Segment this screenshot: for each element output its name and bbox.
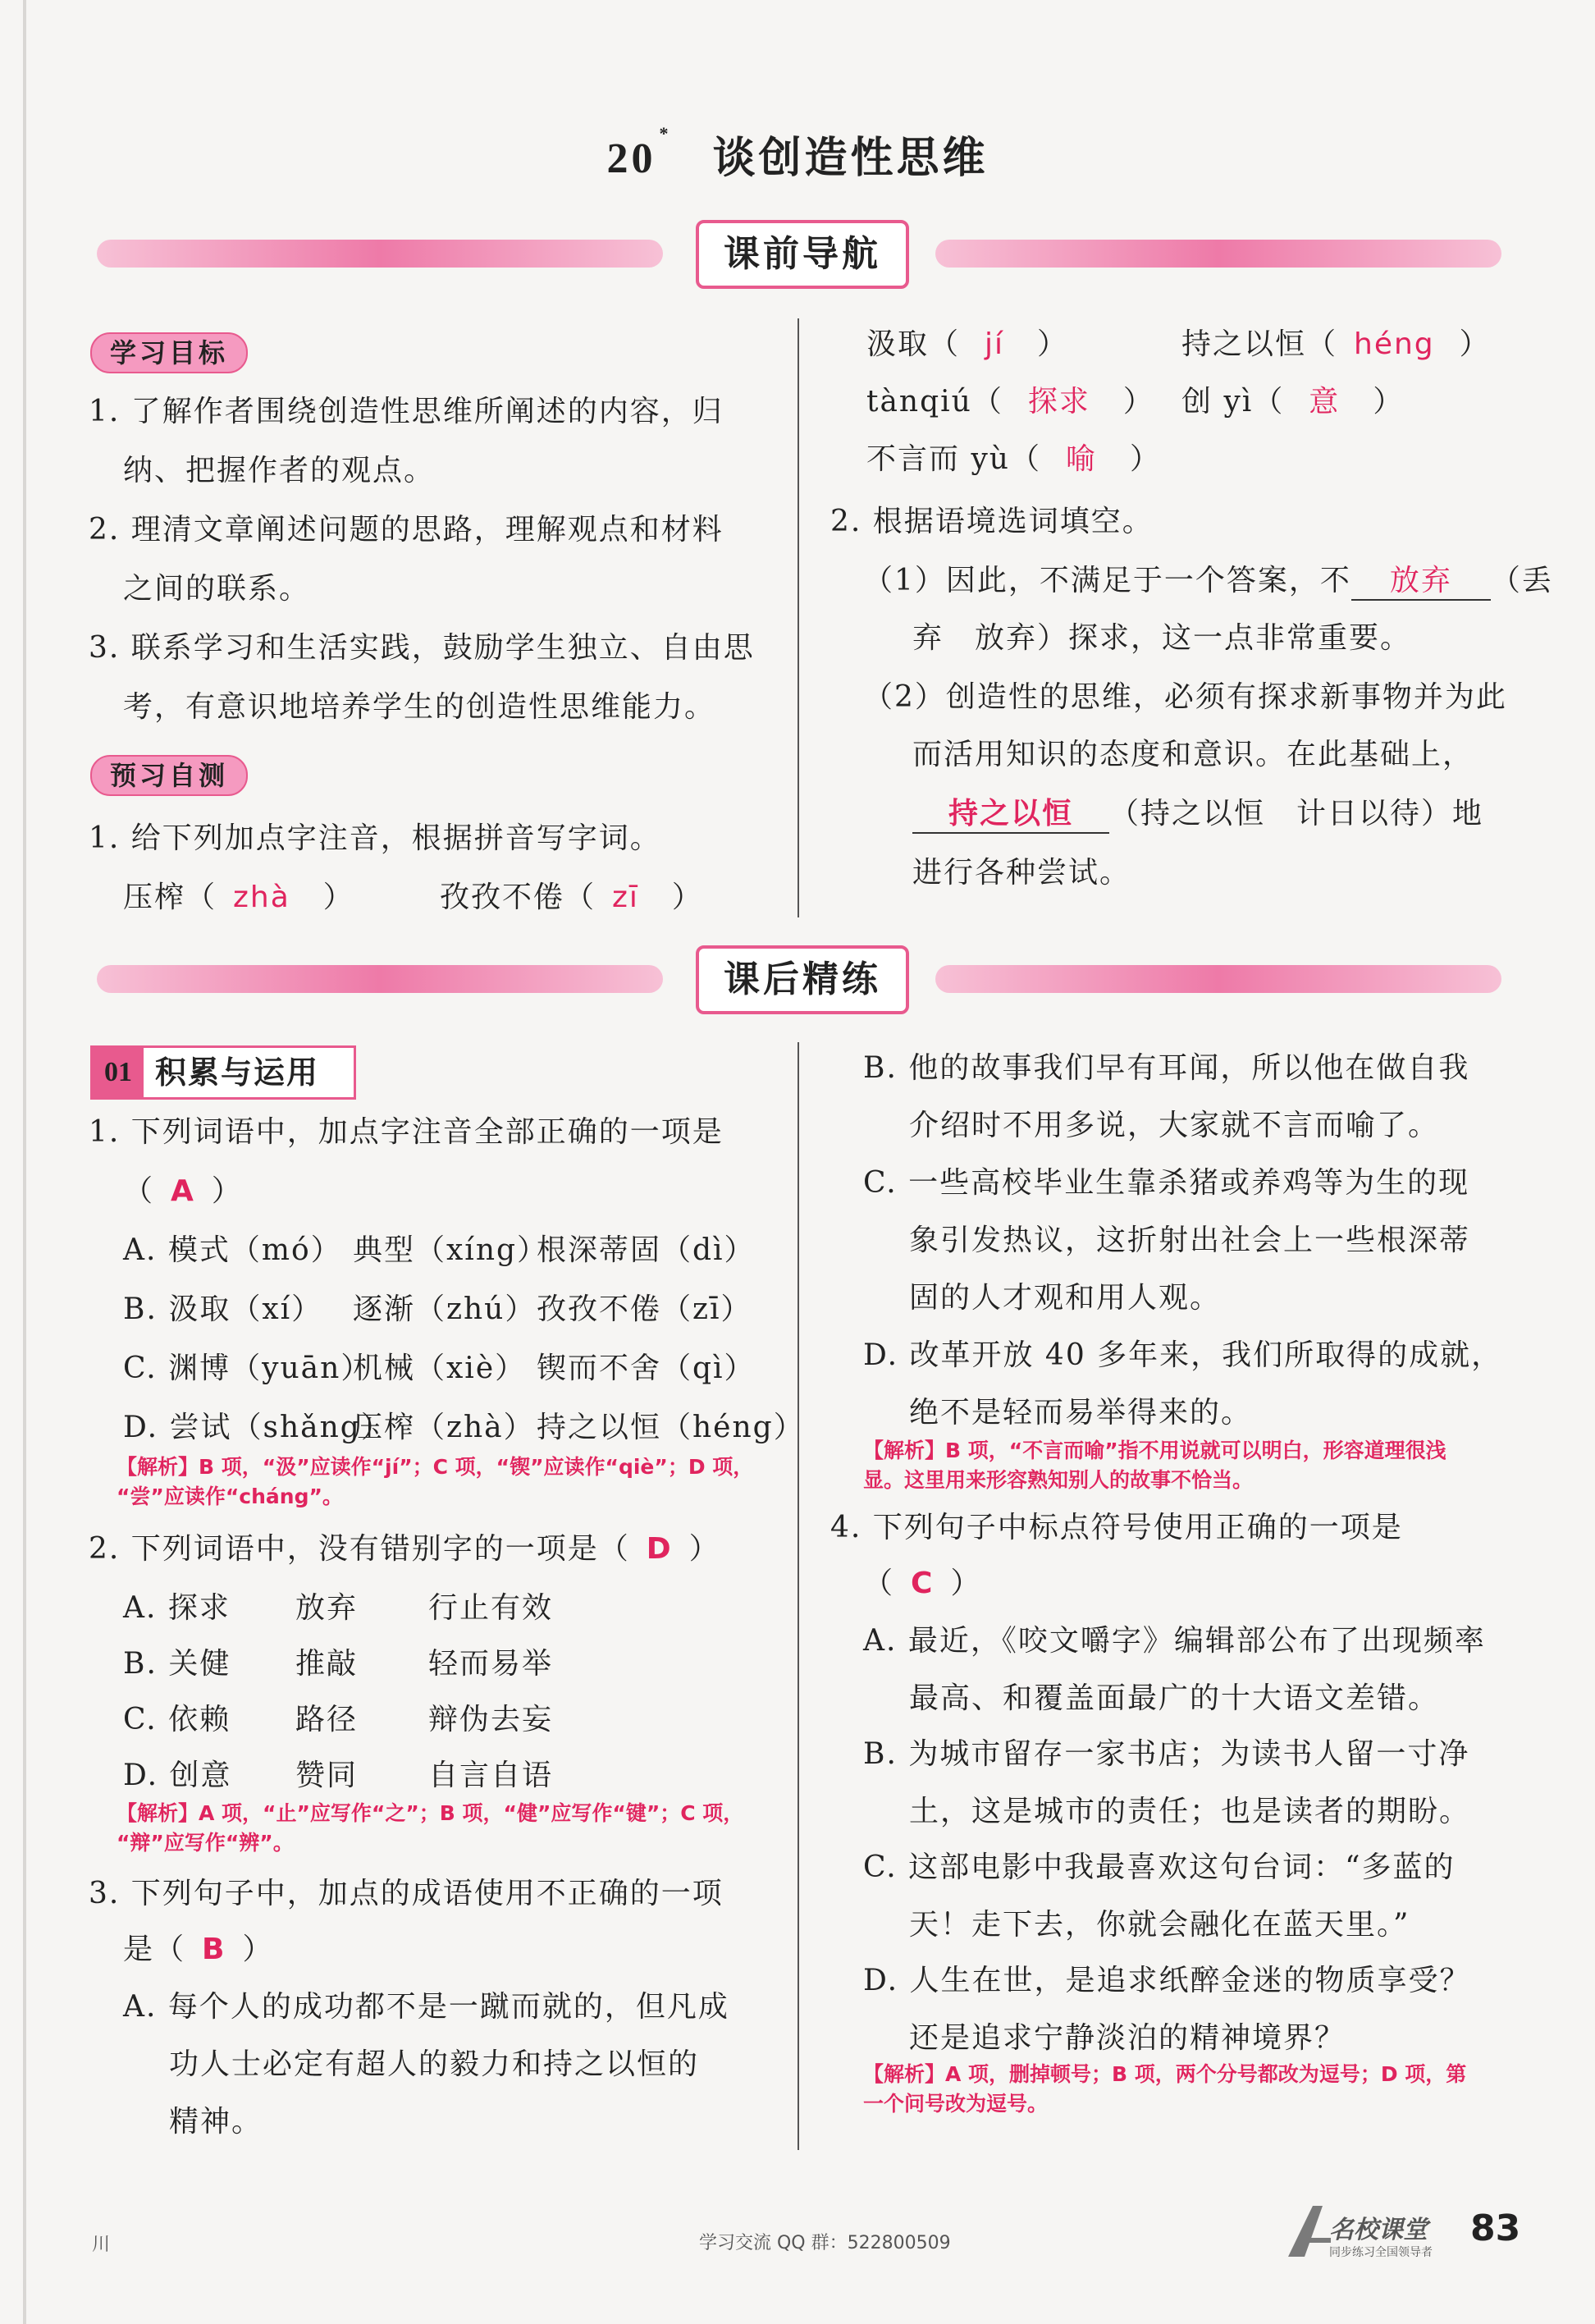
preview-q2-1-cont: 弃 放弃）探求，这一点非常重要。 xyxy=(912,621,1412,655)
q1-option-c-2: 机械（xiè） xyxy=(353,1352,527,1385)
q4-explanation-2: 一个问号改为逗号。 xyxy=(863,2092,1049,2116)
pinyin-item-4: 持之以恒（ héng ） xyxy=(1181,327,1491,361)
q2-option-d-2: 赞同 xyxy=(295,1759,359,1792)
q1-option-d-2: 压榨（zhà） xyxy=(353,1411,535,1444)
q1-explanation-2: “尝”应读作“cháng”。 xyxy=(117,1485,343,1508)
lesson-title-text: 谈创造性思维 xyxy=(712,133,989,183)
q4-option-d-2: 还是追求宁静淡泊的精神境界？ xyxy=(909,2021,1346,2055)
answer-blank-2: 持之以恒 xyxy=(912,796,1109,834)
q1-option-d: D. 尝试（shǎng） xyxy=(123,1411,392,1444)
q3-option-b-2: 介绍时不用多说，大家就不言而喻了。 xyxy=(909,1109,1440,1142)
question-4: 4. 下列句子中标点符号使用正确的一项是 xyxy=(830,1511,1403,1544)
question-1: 1. 下列词语中，加点字注音全部正确的一项是 xyxy=(89,1115,724,1149)
pinyin-item-2: 孜孜不倦（ zī ） xyxy=(440,881,703,914)
footer-qq-group: 学习交流 QQ 群：522800509 xyxy=(699,2233,951,2253)
q2-option-b-2: 推敲 xyxy=(295,1647,359,1681)
logo-text: 名校课堂 xyxy=(1329,2216,1428,2244)
preview-q2-2-cont: 而活用知识的态度和意识。在此基础上， xyxy=(912,738,1474,771)
question-1-answer: （ A ） xyxy=(123,1174,243,1208)
pinyin-item-3: 汲取（ jí ） xyxy=(866,327,1069,361)
banner-ribbon-left xyxy=(97,965,663,993)
q3-explanation-2: 显。这里用来形容熟知别人的故事不恰当。 xyxy=(863,1468,1254,1492)
q4-option-b-1: B. 为城市留存一家书店；为读书人留一寸净 xyxy=(863,1737,1470,1771)
q2-explanation-1: 【解析】A 项，“止”应写作“之”；B 项，“健”应写作“键”；C 项， xyxy=(117,1801,744,1825)
preview-q2-2-end: 进行各种尝试。 xyxy=(912,856,1131,890)
q4-option-a-2: 最高、和覆盖面最广的十大语文差错。 xyxy=(909,1681,1440,1715)
q3-option-d-1: D. 改革开放 40 多年来，我们所取得的成就， xyxy=(863,1338,1503,1372)
q4-option-c-1: C. 这部电影中我最喜欢这句台词：“多蓝的 xyxy=(863,1851,1456,1884)
q1-option-c-3: 锲而不舍（qì） xyxy=(537,1352,756,1385)
q4-explanation-1: 【解析】A 项，删掉顿号；B 项，两个分号都改为逗号；D 项，第 xyxy=(863,2062,1467,2086)
footer-region-mark: 川 xyxy=(92,2235,111,2255)
banner-pre-class xyxy=(97,220,1501,286)
q4-option-a-1: A. 最近，《咬文嚼字》编辑部公布了出现频率 xyxy=(863,1624,1486,1658)
q4-option-b-2: 土，这是城市的责任；也是读者的期盼。 xyxy=(909,1795,1471,1828)
q2-option-c-2: 路径 xyxy=(295,1703,359,1736)
q1-option-b-2: 逐渐（zhú） xyxy=(353,1292,537,1326)
page-number: 83 xyxy=(1470,2207,1521,2249)
q3-option-c-2: 象引发热议，这折射出社会上一些根深蒂 xyxy=(909,1224,1471,1257)
q1-explanation-1: 【解析】B 项，“汲”应读作“jí”；C 项，“锲”应读作“qiè”；D 项， xyxy=(117,1455,754,1479)
banner-ribbon-right xyxy=(935,240,1501,268)
q3-option-d-2: 绝不是轻而易举得来的。 xyxy=(909,1396,1253,1430)
question-2: 2. 下列词语中，没有错别字的一项是（ D ） xyxy=(89,1532,720,1566)
question-3-answer: 是（ B ） xyxy=(123,1933,274,1966)
q3-option-c-1: C. 一些高校毕业生靠杀猪或养鸡等为生的现 xyxy=(863,1166,1470,1200)
q2-option-c-3: 辩伪去妄 xyxy=(428,1703,554,1736)
column-divider-top xyxy=(798,318,799,917)
preview-q2-2: （2）创造性的思维，必须有探求新事物并为此 xyxy=(863,680,1507,714)
q4-option-c-2: 天！走下去，你就会融化在蓝天里。” xyxy=(909,1908,1410,1942)
pinyin-item-7: 不言而 yù（ 喻 ） xyxy=(866,442,1161,476)
q2-option-a-2: 放弃 xyxy=(295,1591,359,1625)
q1-option-d-3: 持之以恒（héng） xyxy=(537,1411,805,1444)
preview-q2-1: （1）因此，不满足于一个答案，不 放弃 （丢 xyxy=(863,563,1553,601)
section-01-header: 01 积累与运用 xyxy=(90,1045,356,1100)
tag-learning-goals: 学习目标 xyxy=(90,332,248,373)
goal-line-5: 3. 联系学习和生活实践，鼓励学生独立、自由思 xyxy=(89,631,755,665)
banner-post-class xyxy=(97,945,1501,1011)
q2-explanation-2: “辩”应写作“辨”。 xyxy=(117,1831,294,1855)
q3-option-a-1: A. 每个人的成功都不是一蹴而就的，但凡成 xyxy=(123,1990,729,2024)
q3-option-a-2: 功人士必定有超人的毅力和持之以恒的 xyxy=(169,2047,700,2081)
goal-line-1: 1. 了解作者围绕创造性思维所阐述的内容，归 xyxy=(89,395,724,428)
q4-option-d-1: D. 人生在世，是追求纸醉金迷的物质享受？ xyxy=(863,1964,1471,1997)
question-4-answer: （ C ） xyxy=(863,1567,982,1600)
lesson-title xyxy=(0,123,1595,185)
question-3: 3. 下列句子中，加点的成语使用不正确的一项 xyxy=(89,1877,724,1910)
pinyin-item-5: tànqiú（ 探求 ） xyxy=(866,385,1154,419)
q1-option-b: B. 汲取（xí） xyxy=(123,1292,323,1326)
q2-option-b: B. 关健 xyxy=(123,1647,231,1681)
publisher-logo xyxy=(1280,2199,1469,2265)
banner-label: 课前导航 xyxy=(696,220,909,289)
q3-option-c-3: 固的人才观和用人观。 xyxy=(909,1281,1222,1315)
binding-edge xyxy=(23,0,26,2324)
column-divider-bottom xyxy=(798,1042,799,2150)
q3-explanation-1: 【解析】B 项，“不言而喻”指不用说就可以明白，形容道理很浅 xyxy=(863,1439,1446,1462)
q1-option-a-3: 根深蒂固（dì） xyxy=(537,1233,756,1267)
q2-option-b-3: 轻而易举 xyxy=(428,1647,554,1681)
banner-label: 课后精练 xyxy=(696,945,909,1014)
answer-blank-1: 放弃 xyxy=(1351,563,1491,601)
q1-option-a: A. 模式（mó） xyxy=(123,1233,342,1267)
q2-option-d: D. 创意 xyxy=(123,1759,232,1792)
goal-line-3: 2. 理清文章阐述问题的思路，理解观点和材料 xyxy=(89,513,724,547)
q2-option-c: C. 依赖 xyxy=(123,1703,231,1736)
q3-option-b-1: B. 他的故事我们早有耳闻，所以他在做自我 xyxy=(863,1051,1470,1085)
preview-q1: 1. 给下列加点字注音，根据拼音写字词。 xyxy=(89,821,661,855)
logo-subtitle: 同步练习全国领导者 xyxy=(1329,2246,1433,2259)
q2-option-d-3: 自言自语 xyxy=(428,1759,554,1792)
q2-option-a: A. 探求 xyxy=(123,1591,231,1625)
goal-line-4: 之间的联系。 xyxy=(123,572,311,606)
pinyin-item-1: 压榨（ zhà ） xyxy=(123,881,354,914)
q3-option-a-3: 精神。 xyxy=(169,2105,263,2139)
preview-q2: 2. 根据语境选词填空。 xyxy=(830,505,1154,538)
q1-option-c: C. 渊博（yuān） xyxy=(123,1352,372,1385)
banner-ribbon-right xyxy=(935,965,1501,993)
lesson-number: 20* xyxy=(606,123,672,182)
banner-ribbon-left xyxy=(97,240,663,268)
tag-preview-test: 预习自测 xyxy=(90,755,248,796)
preview-q2-2-blank-line: 持之以恒 （持之以恒 计日以待）地 xyxy=(912,796,1483,834)
q1-option-b-3: 孜孜不倦（zī） xyxy=(537,1292,752,1326)
q1-option-a-2: 典型（xíng） xyxy=(353,1233,549,1267)
goal-line-6: 考，有意识地培养学生的创造性思维能力。 xyxy=(123,690,716,724)
pinyin-item-6: 创 yì（ 意 ） xyxy=(1181,385,1405,419)
q2-option-a-3: 行止有效 xyxy=(428,1591,554,1625)
goal-line-2: 纳、把握作者的观点。 xyxy=(123,454,436,487)
